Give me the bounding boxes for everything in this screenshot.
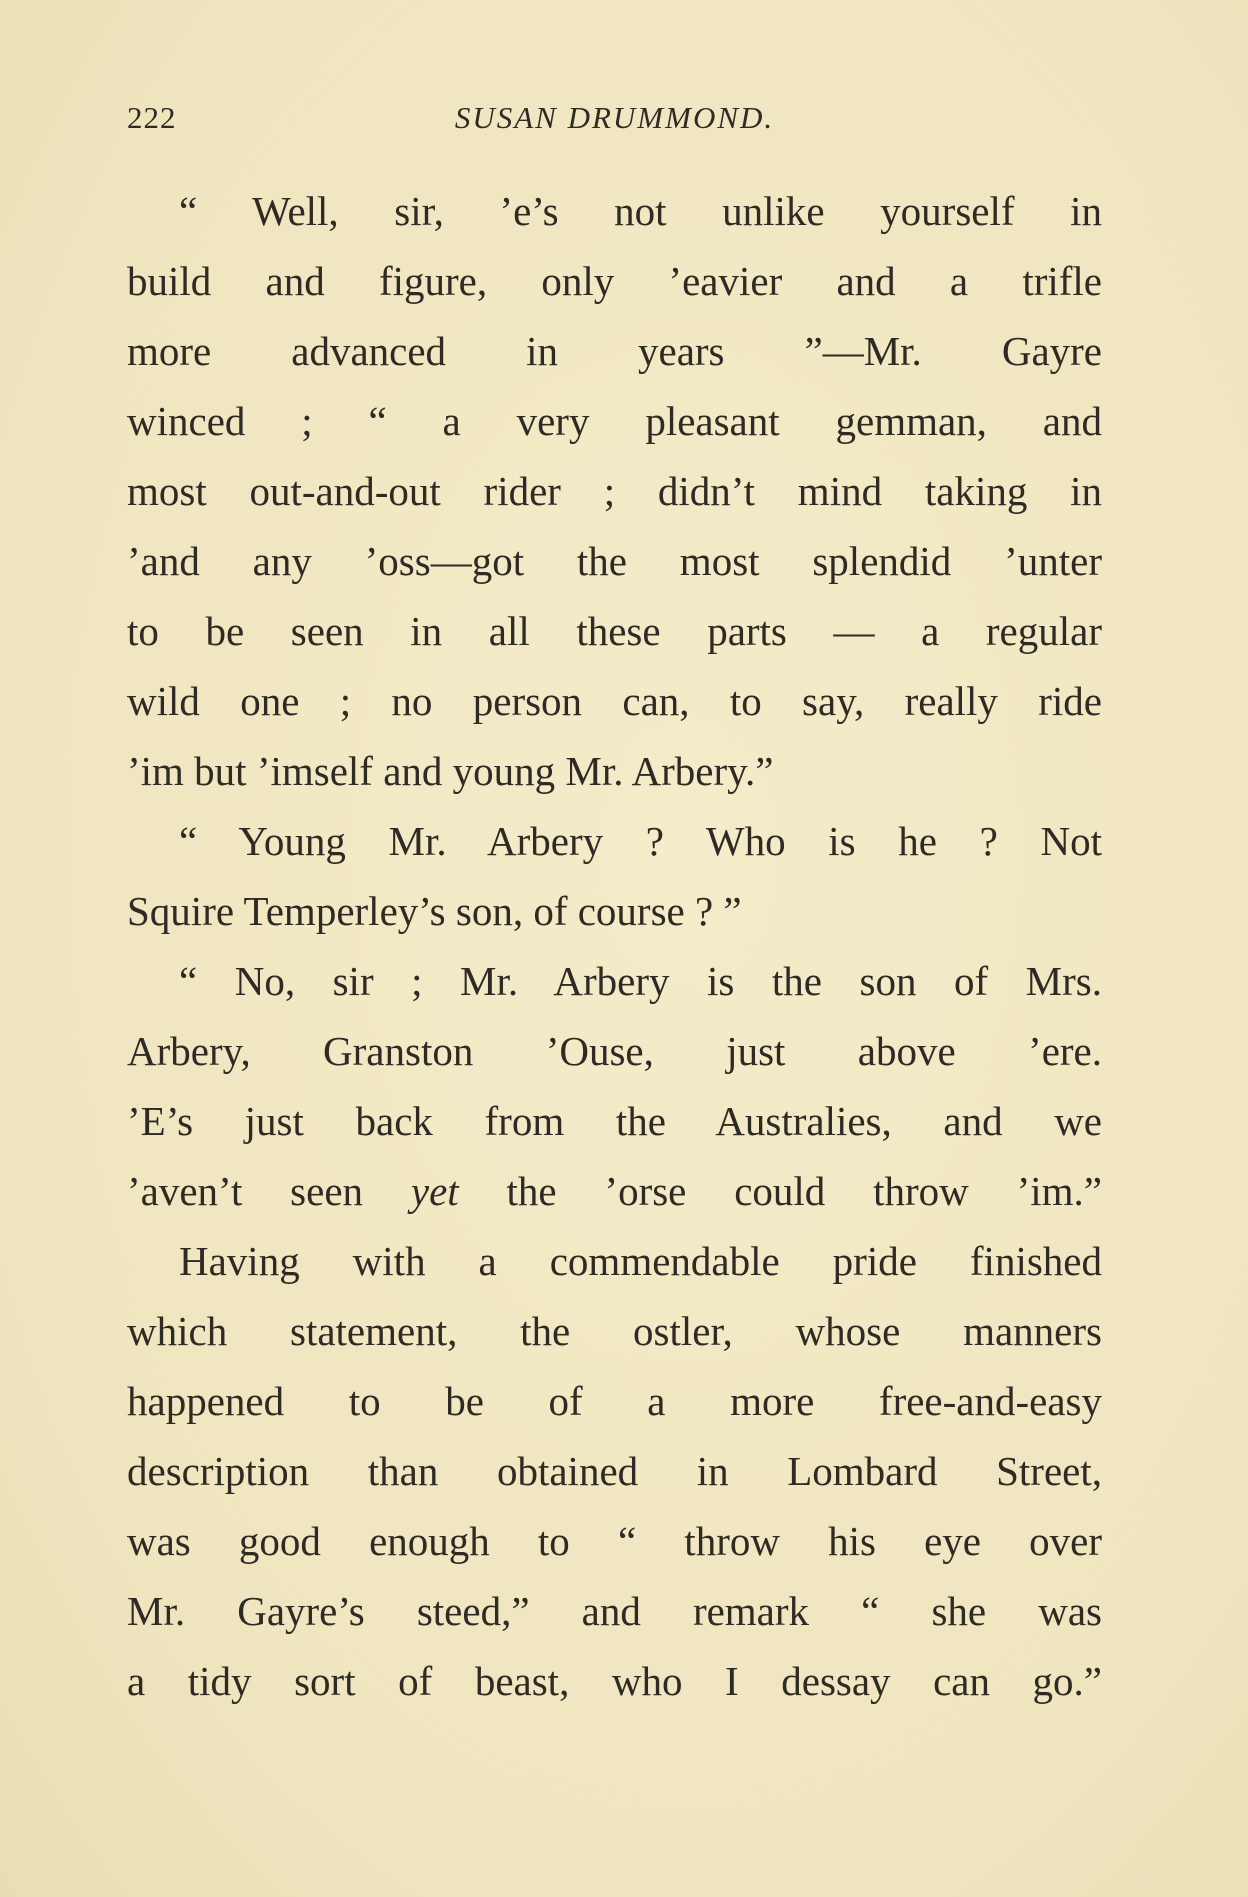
text-line: winced ; “ a very pleasant gemman, and (127, 398, 1102, 444)
text-line: ’and any ’oss—got the most splendid ’unter (127, 538, 1102, 584)
text-line: ’E’s just back from the Australies, and we (127, 1098, 1102, 1144)
text-line: Having with a commendable pride finished (179, 1238, 1102, 1284)
text-line: “ Well, sir, ’e’s not unlike yourself in (179, 188, 1102, 234)
text-line: more advanced in years ”—Mr. Gayre (127, 328, 1102, 374)
text-line: Mr. Gayre’s steed,” and remark “ she was (127, 1588, 1102, 1634)
text-line: “ No, sir ; Mr. Arbery is the son of Mrs. (179, 958, 1102, 1004)
text-segment: ’aven’t seen (127, 1168, 411, 1214)
text-line: Squire Temperley’s son, of course ? ” (127, 888, 742, 934)
text-line: a tidy sort of beast, who I dessay can go.” (127, 1658, 1102, 1704)
text-segment: the ’orse could throw ’im.” (458, 1168, 1102, 1214)
text-line: which statement, the ostler, whose manners (127, 1308, 1102, 1354)
text-line: was good enough to “ throw his eye over (127, 1518, 1102, 1564)
page-number: 222 (127, 100, 177, 135)
text-line: “ Young Mr. Arbery ? Who is he ? Not (179, 818, 1102, 864)
text-line: happened to be of a more free-and-easy (127, 1378, 1102, 1424)
page-header (127, 100, 1102, 140)
running-head: SUSAN DRUMMOND. (454, 100, 775, 135)
text-line: to be seen in all these parts — a regular (127, 608, 1102, 654)
text-line: build and figure, only ’eavier and a trifle (127, 258, 1102, 304)
text-line: Arbery, Granston ’Ouse, just above ’ere. (127, 1028, 1102, 1074)
text-line: description than obtained in Lombard Street, (127, 1448, 1102, 1494)
text-line: ’im but ’imself and young Mr. Arbery.” (127, 748, 774, 794)
text-line: wild one ; no person can, to say, really ride (127, 678, 1102, 724)
body-text (127, 176, 1102, 1716)
text-line (127, 1156, 1102, 1226)
text-line: most out-and-out rider ; didn’t mind taking in (127, 468, 1102, 514)
italic-word: yet (410, 1168, 459, 1214)
